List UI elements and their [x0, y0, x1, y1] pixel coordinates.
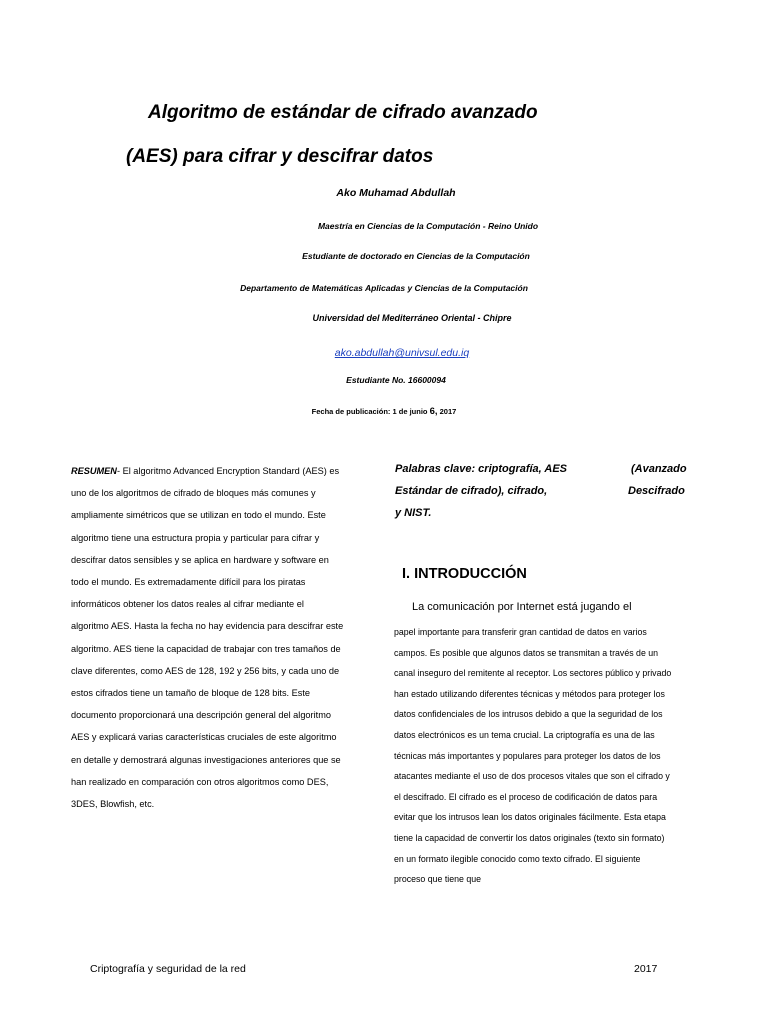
abstract-line: en detalle y demostrará algunas investigaciones anteriores que se [71, 754, 341, 765]
abstract-line: algoritmo. AES tiene la capacidad de trabajar con tres tamaños de [71, 643, 341, 654]
keywords-row-2-right: Descifrado [628, 485, 685, 497]
intro-line: datos confidenciales de los intrusos debido a que la seguridad de los [394, 709, 663, 720]
student-number: Estudiante No. 16600094 [346, 375, 446, 385]
abstract-line: 3DES, Blowfish, etc. [71, 799, 155, 810]
abstract-line: algoritmo AES. Hasta la fecha no hay evidencia para descifrar este [71, 621, 344, 632]
intro-line: datos electrónicos es un tema crucial. La criptografía es una de las [394, 729, 655, 740]
intro-line: el descifrado. El cifrado es el proceso de codificación de datos para [394, 791, 658, 802]
abstract-line: informáticos obtener los datos reales al cifrar mediante el [71, 599, 304, 610]
keywords-row [395, 502, 705, 524]
affiliation-2: Estudiante de doctorado en Ciencias de la Computación [302, 251, 530, 261]
keywords [395, 458, 705, 524]
keywords-row-1-right: (Avanzado [631, 463, 687, 475]
abstract-line [71, 460, 383, 482]
abstract-lead: RESUMEN [71, 466, 117, 476]
publication-date-year: 2017 [439, 407, 457, 416]
intro-line: evitar que los intrusos lean los datos originales fácilmente. Esta etapa [394, 812, 666, 823]
footer-journal-title: Criptografía y seguridad de la red [90, 963, 246, 975]
intro-line: técnicas más importantes y populares para proteger los datos de los [394, 750, 661, 761]
footer-year: 2017 [634, 963, 658, 975]
abstract-line: clave diferentes, como AES de 128, 192 y 256 bits, y cada uno de [71, 665, 340, 676]
paper-title-line-1: Algoritmo de estándar de cifrado avanzado [148, 102, 538, 123]
paper-title-line-2: (AES) para cifrar y descifrar datos [126, 146, 434, 167]
publication-date-prefix: Fecha de publicación: 1 de junio [311, 407, 428, 416]
abstract-line: AES y explicará varias características cruciales de este algoritmo [71, 732, 337, 743]
abstract-line: descifrar datos sensibles y se aplica en hardware y software en [71, 554, 329, 565]
affiliation-3: Departamento de Matemáticas Aplicadas y Ciencias de la Computación [240, 283, 528, 293]
abstract-line: ampliamente simétricos que se utilizan en todo el mundo. Este [71, 510, 326, 521]
abstract-line: estos cifrados tiene un tamaño de bloque de 128 bits. Este [71, 688, 311, 699]
abstract-line: uno de los algoritmos de cifrado de bloques más comunes y [71, 488, 316, 499]
abstract [71, 460, 383, 815]
keywords-row [395, 458, 705, 480]
intro-line: canal inseguro del remitente al receptor. Los sectores público y privado [394, 668, 672, 679]
affiliation-1: Maestría en Ciencias de la Computación - Reino Unido [317, 221, 539, 231]
intro-line: han estado utilizando diferentes técnicas y métodos para proteger los [394, 688, 665, 699]
author-name: Ako Muhamad Abdullah [336, 187, 456, 199]
email-line [0, 343, 768, 361]
email-link[interactable]: ako.abdullah@univsul.edu.iq [334, 347, 470, 359]
keywords-row [395, 480, 705, 502]
publication-date [0, 406, 768, 417]
section-heading-introduction: I. INTRODUCCIÓN [402, 566, 527, 582]
abstract-line: documento proporcionará una descripción general del algoritmo [71, 710, 331, 721]
abstract-line-text: - El algoritmo Advanced Encryption Standard (AES) es [116, 466, 340, 476]
intro-line: en un formato ilegible conocido como texto cifrado. El siguiente [394, 853, 641, 864]
intro-first-line: La comunicación por Internet está jugando el [412, 601, 632, 613]
intro-line: campos. Es posible que algunos datos se transmitan a través de un [394, 647, 659, 658]
intro-line: tiene la capacidad de convertir los datos originales (texto sin formato) [394, 832, 665, 843]
affiliation-4: Universidad del Mediterráneo Oriental - Chipre [312, 313, 512, 323]
intro-line: atacantes mediante el uso de dos procesos vitales que son el cifrado y [394, 771, 670, 782]
abstract-line: han realizado en comparación con otros algoritmos como DES, [71, 776, 329, 787]
keywords-row-1-left: Palabras clave: criptografía, AES [395, 463, 567, 475]
intro-line: papel importante para transferir gran cantidad de datos en varios [394, 627, 647, 637]
publication-date-day: 6, [429, 406, 438, 417]
abstract-line: todo el mundo. Es extremadamente difícil para los piratas [71, 577, 306, 588]
keywords-row-2-left: Estándar de cifrado), cifrado, [395, 485, 548, 497]
intro-body [394, 622, 714, 890]
keywords-row-3-left: y NIST. [395, 507, 432, 519]
abstract-line: algoritmo tiene una estructura propia y particular para cifrar y [71, 532, 320, 543]
intro-line: proceso que tiene que [394, 874, 482, 885]
